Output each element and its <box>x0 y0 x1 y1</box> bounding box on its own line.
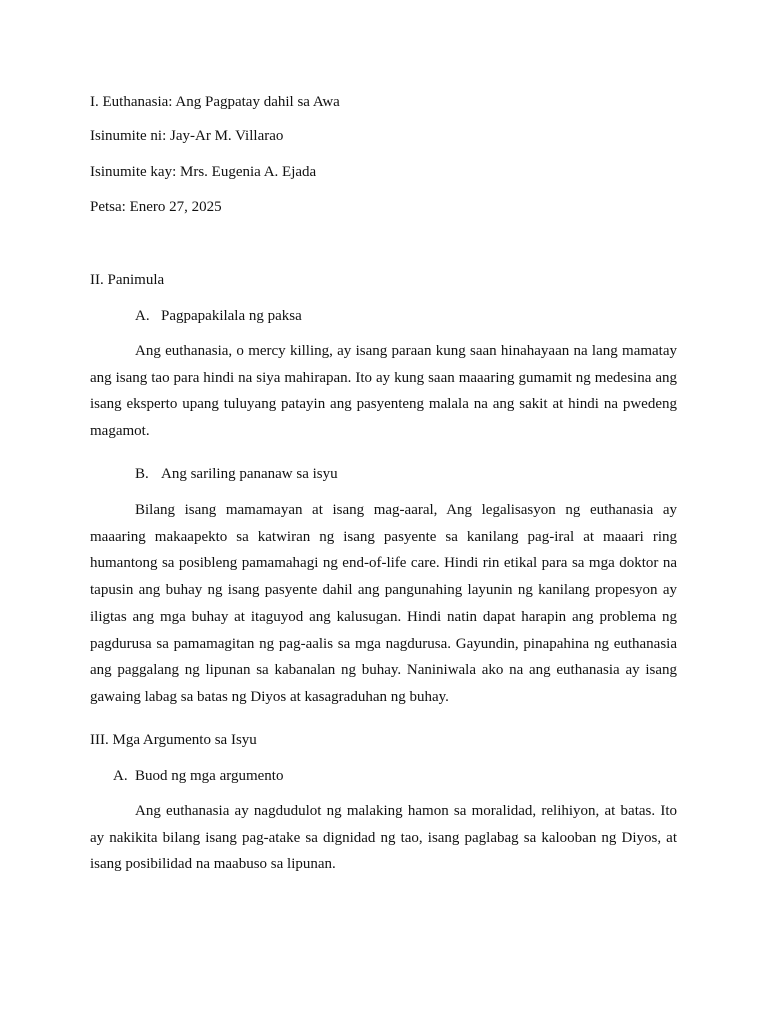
section-ii-subheading-a <box>135 306 302 326</box>
submission-date: Petsa: Enero 27, 2025 <box>90 199 222 215</box>
section-ii-a-paragraph: Ang euthanasia, o mercy killing, ay isang paraan kung saan hinahayaan na lang mamatay ang isang tao para hindi na siya mahirapan. Ito ay kung saan maaaring gumamit ng medesina ang isang eksperto upang tuluyang patayin ang pasyenteng malala na ang sakit at hindi na pwedeng magamot. <box>90 343 677 440</box>
subheading-marker: A. <box>113 768 128 784</box>
section-iii-a-paragraph: Ang euthanasia ay nagdudulot ng malaking hamon sa moralidad, relihiyon, at batas. Ito ay nakikita bilang isang pag-atake sa dignidad ng tao, isang paglabag sa kalooban ng Diyos, at isang posibilidad na maabuso sa lipunan. <box>90 803 677 873</box>
subheading-marker: B. <box>135 466 149 482</box>
section-ii-heading: II. Panimula <box>90 272 165 288</box>
section-iii-heading: III. Mga Argumento sa Isyu <box>90 732 257 748</box>
section-ii-b-paragraph: Bilang isang mamamayan at isang mag-aaral, Ang legalisasyon ng euthanasia ay maaaring makaapekto sa katwiran ng isang pasyente sa kanilang pag-iral at maaari ring humantong sa posibleng pamamahagi ng end-of-life care. Hindi rin etikal para sa mga doktor na tapusin ang buhay ng isang pasyente dahil ang pangunahing layunin ng kanilang propesyon ay iligtas ang mga buhay at itaguyod ang kalusugan. Hindi natin dapat harapin ang problema ng pagdurusa sa pamamagitan ng pag-aalis sa mga nagdurusa. Gayundin, pinapahina ng euthanasia ang paggalang ng lipunan sa kabanalan ng buhay. Naniniwala ako na ang euthanasia ay isang gawaing labag sa batas ng Diyos at kasagraduhan ng buhay. <box>90 502 677 705</box>
subheading-title: Ang sariling pananaw sa isyu <box>161 466 338 482</box>
section-iii-subheading-a <box>113 766 283 786</box>
document-title: I. Euthanasia: Ang Pagpatay dahil sa Awa <box>90 94 340 110</box>
submitted-to: Isinumite kay: Mrs. Eugenia A. Ejada <box>90 164 317 180</box>
section-ii-subheading-b <box>135 464 338 484</box>
submitted-by: Isinumite ni: Jay-Ar M. Villarao <box>90 128 284 144</box>
subheading-marker: A. <box>135 308 150 324</box>
subheading-title: Pagpapakilala ng paksa <box>161 308 302 324</box>
subheading-title: Buod ng mga argumento <box>135 768 284 784</box>
